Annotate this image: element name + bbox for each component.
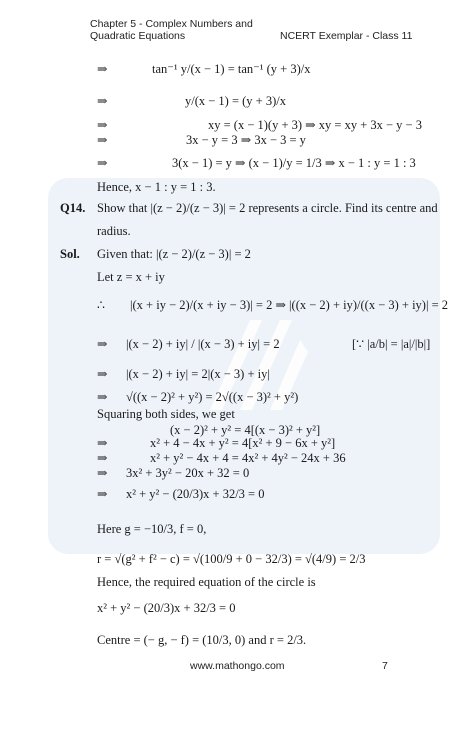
arrow-4: ⇒	[97, 133, 108, 147]
sol-line-13: Here g = −10/3, f = 0,	[97, 522, 207, 536]
arrow-5: ⇒	[97, 156, 108, 170]
line-4: 3x − y = 3 ⇒ 3x − 3 = y	[186, 133, 306, 147]
arrow-6: ⇒	[97, 337, 108, 351]
sol-line-7: Squaring both sides, we get	[97, 407, 235, 421]
sol-line-17: Centre = (− g, − f) = (10/3, 0) and r = 2/3.	[97, 633, 307, 647]
sol-line-2: Let z = x + iy	[97, 270, 165, 284]
line-1: tan⁻¹ y/(x − 1) = tan⁻¹ (y + 3)/x	[152, 62, 311, 76]
question-text-2: radius.	[97, 224, 131, 238]
arrow-7: ⇒	[97, 367, 108, 381]
sol-line-6: √((x − 2)² + y²) = 2√((x − 3)² + y²)	[126, 390, 299, 404]
therefore-symbol: ∴	[97, 298, 105, 312]
sol-line-1: Given that: |(z − 2)/(z − 3)| = 2	[97, 247, 251, 261]
line-2: y/(x − 1) = (y + 3)/x	[185, 94, 286, 108]
sol-line-15: Hence, the required equation of the circle is	[97, 575, 316, 589]
arrow-12: ⇒	[97, 487, 108, 501]
arrow-9: ⇒	[97, 436, 108, 450]
line-3: xy = (x − 1)(y + 3) ⇒ xy = xy + 3x − y − 3	[208, 118, 422, 132]
book-title: NCERT Exemplar - Class 11	[280, 30, 413, 42]
sol-line-9: x² + 4 − 4x + y² = 4[x² + 9 − 6x + y²]	[150, 436, 336, 450]
arrow-10: ⇒	[97, 451, 108, 465]
footer-url: www.mathongo.com	[190, 660, 285, 672]
sol-line-4-note: [∵ |a/b| = |a|/|b|]	[352, 337, 431, 351]
sol-line-16: x² + y² − (20/3)x + 32/3 = 0	[97, 601, 236, 615]
arrow-2: ⇒	[97, 94, 108, 108]
arrow-8: ⇒	[97, 390, 108, 404]
line-5: 3(x − 1) = y ⇒ (x − 1)/y = 1/3 ⇒ x − 1 : y = 1 : 3	[172, 156, 416, 170]
sol-line-4: |(x − 2) + iy| / |(x − 3) + iy| = 2	[126, 337, 280, 351]
sol-line-5: |(x − 2) + iy| = 2|(x − 3) + iy|	[126, 367, 270, 381]
chapter-title-line1: Chapter 5 - Complex Numbers and	[90, 18, 253, 30]
sol-line-3: |(x + iy − 2)/(x + iy − 3)| = 2 ⇒ |((x − 2) + iy)/((x − 3) + iy)| = 2	[130, 298, 449, 312]
sol-line-14: r = √(g² + f² − c) = √(100/9 + 0 − 32/3) = √(4/9) = 2/3	[97, 552, 366, 566]
chapter-title-line2: Quadratic Equations	[90, 30, 186, 42]
sol-line-8: (x − 2)² + y² = 4[(x − 3)² + y²]	[170, 423, 321, 437]
sol-line-10: x² + y² − 4x + 4 = 4x² + 4y² − 24x + 36	[150, 451, 346, 465]
arrow-11: ⇒	[97, 466, 108, 480]
question-text: Show that |(z − 2)/(z − 3)| = 2 represents a circle. Find its centre and	[97, 201, 438, 215]
solution-label: Sol.	[60, 247, 80, 261]
chapter-title	[90, 18, 253, 42]
arrow-1: ⇒	[97, 62, 108, 76]
sol-line-12: x² + y² − (20/3)x + 32/3 = 0	[126, 487, 265, 501]
line-6: Hence, x − 1 : y = 1 : 3.	[97, 180, 216, 194]
arrow-3: ⇒	[97, 118, 108, 132]
sol-line-11: 3x² + 3y² − 20x + 32 = 0	[126, 466, 250, 480]
question-label: Q14.	[60, 201, 86, 215]
page-number: 7	[382, 660, 388, 672]
